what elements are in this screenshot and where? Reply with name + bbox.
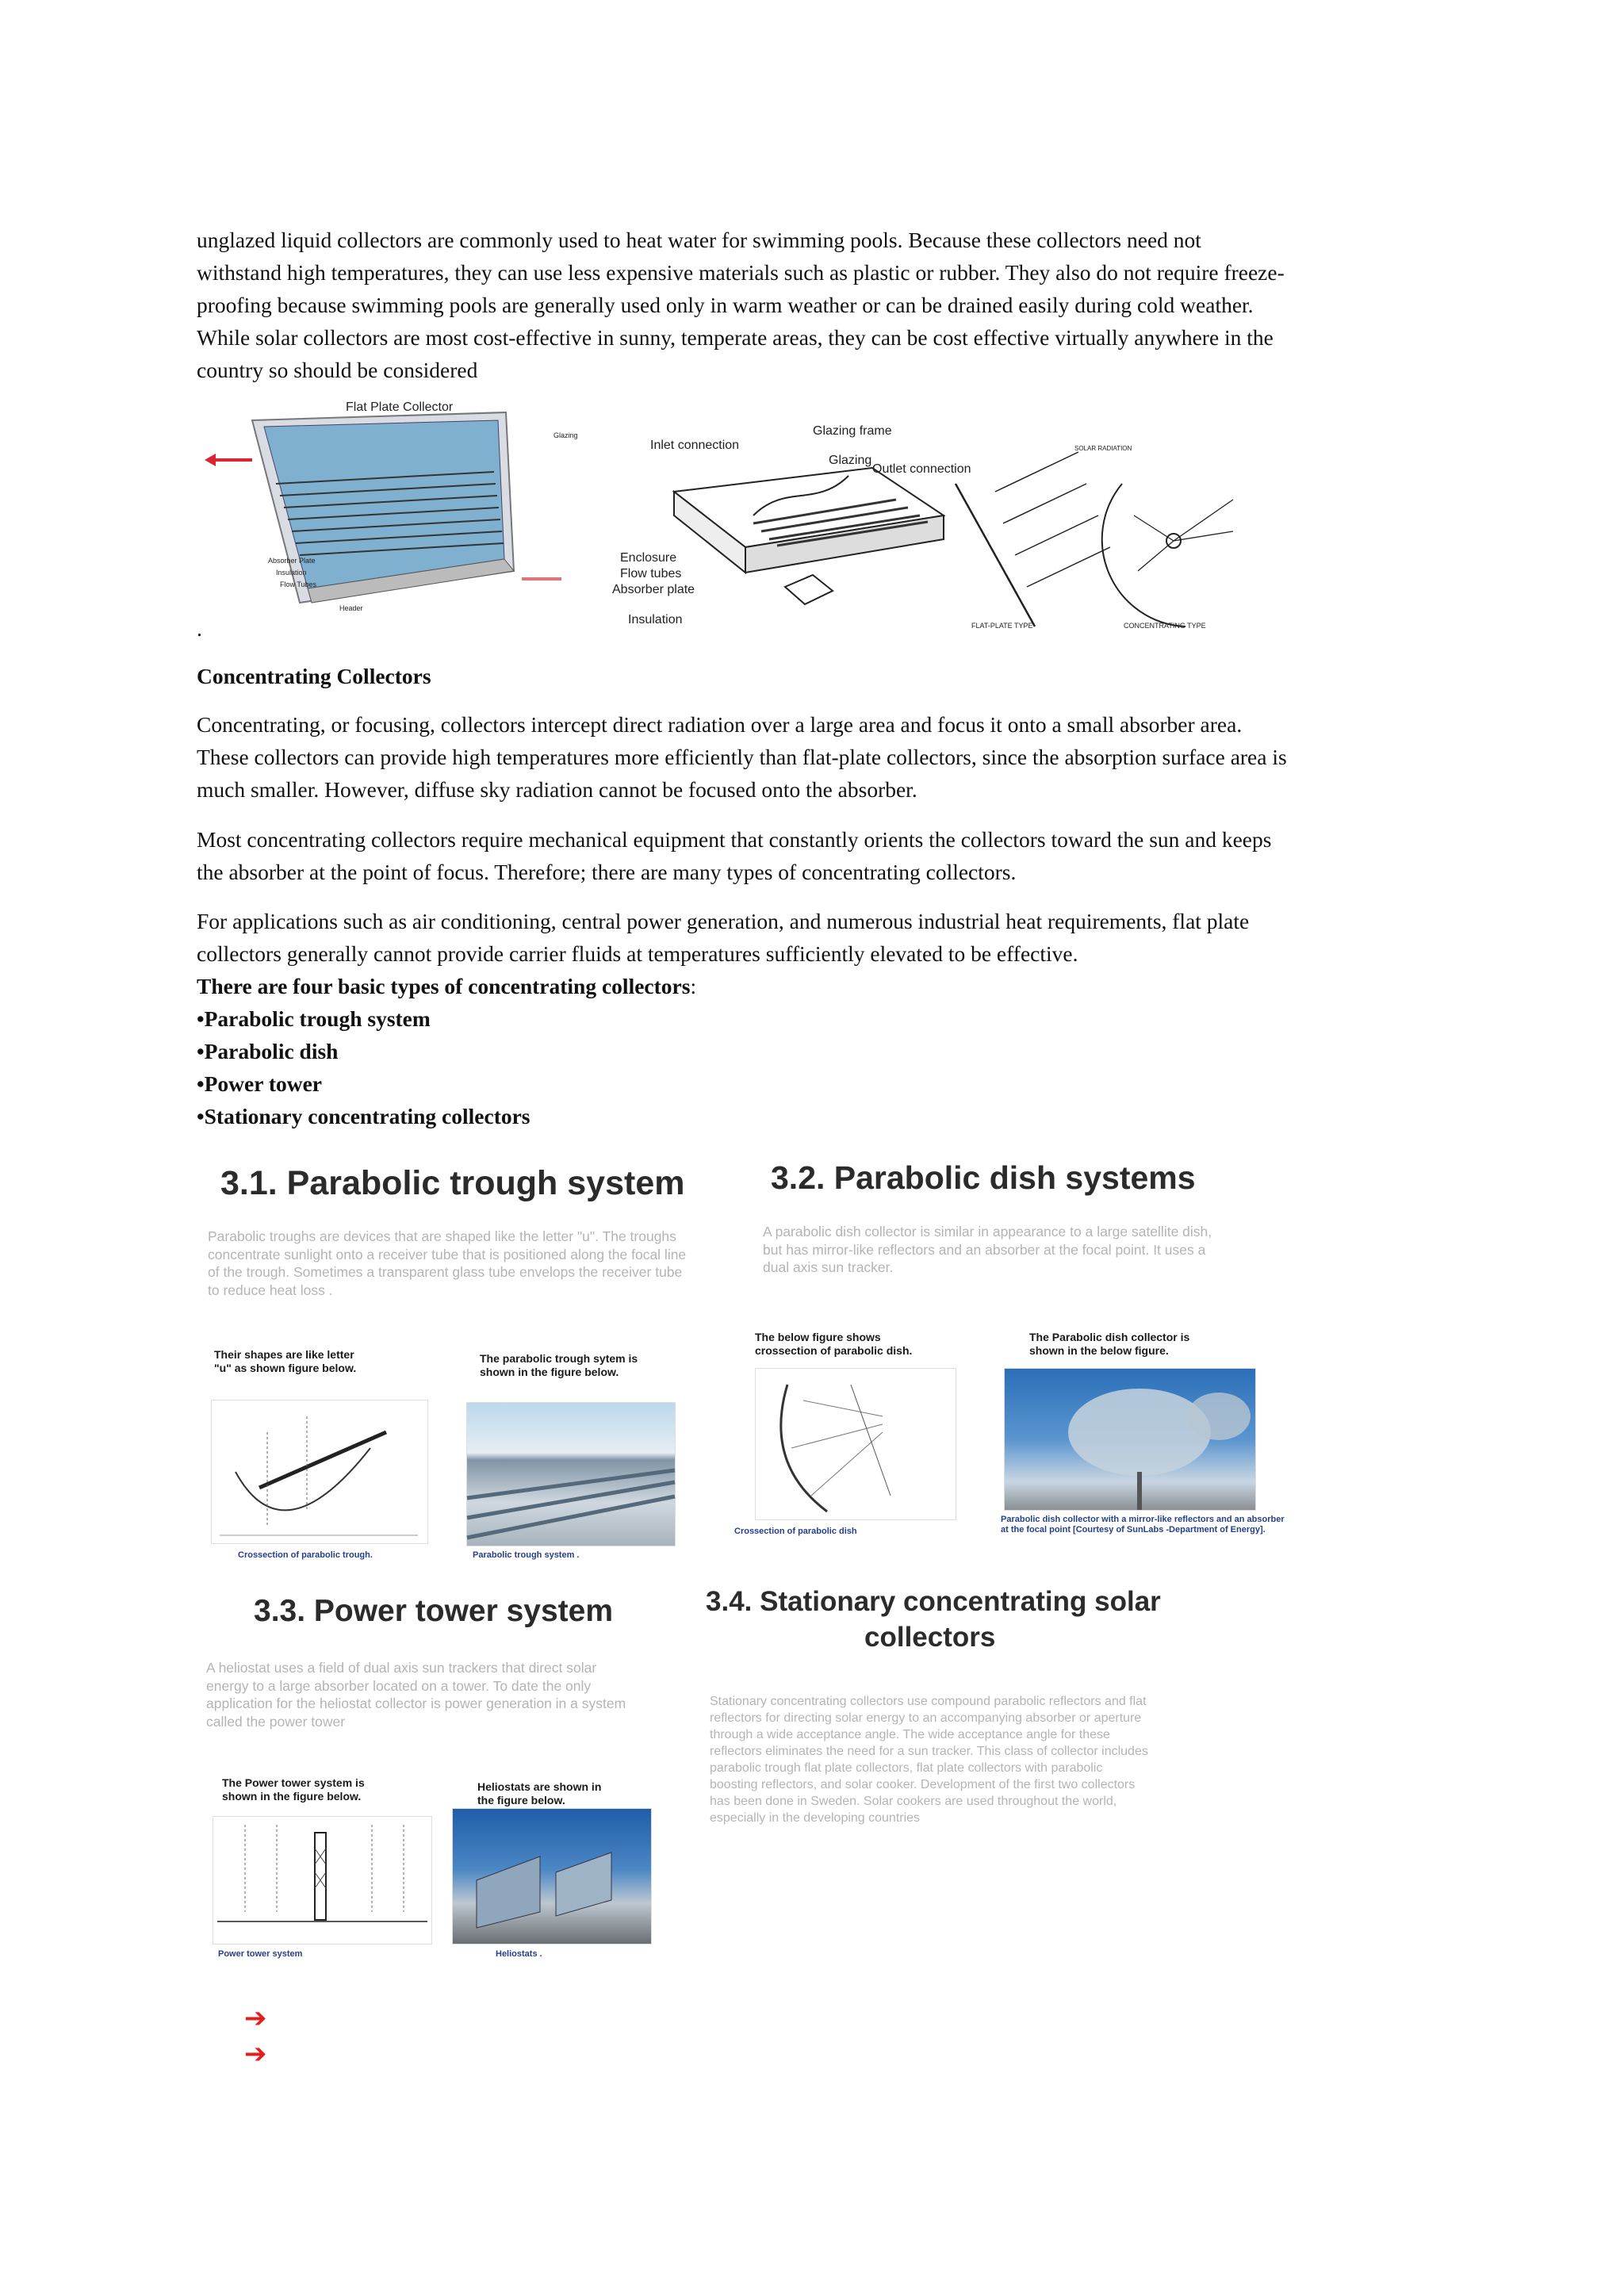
stationary-slide-title-1: 3.4. Stationary concentrating solar <box>706 1586 1161 1617</box>
flat-plate-label: Header <box>339 604 363 612</box>
paragraph-line: These collectors can provide high temperatures more efficiently than flat-plate collectors, since the absorption surface area is <box>197 745 1287 769</box>
paragraph-line: For applications such as air conditioning, central power generation, and numerous industrial heat requirements, flat plate <box>197 909 1250 933</box>
heliostats-photo <box>452 1808 652 1944</box>
diagram-label: Outlet connection <box>872 462 971 476</box>
intro-line: country so should be considered <box>197 358 478 382</box>
stray-dot: . <box>197 617 202 642</box>
tower-caption-left: The Power tower system is shown in the figure below. <box>222 1776 365 1803</box>
paragraph-line: the absorber at the point of focus. Therefore; there are many types of concentrating collectors. <box>197 860 1017 884</box>
diagram-label: Glazing frame <box>813 424 892 438</box>
paragraph-line: collectors generally cannot provide carrier fluids at temperatures sufficiently elevated to be effective. <box>197 941 1078 966</box>
arrow-icon: ➔ <box>244 2002 267 2034</box>
dish-caption-left: The below figure shows crossection of parabolic dish. <box>755 1331 913 1357</box>
types-label: CONCENTRATING TYPE <box>1124 622 1206 630</box>
type-list-item: •Parabolic trough system <box>197 1006 431 1031</box>
section-heading: Concentrating Collectors <box>197 664 431 688</box>
paragraph-line: Most concentrating collectors require mechanical equipment that constantly orients the collectors toward the sun and keeps <box>197 827 1272 852</box>
types-label: SOLAR RADIATION <box>1074 445 1132 452</box>
arrow-icon: ➔ <box>244 2038 267 2070</box>
intro-line: proofing because swimming pools are generally used only in warm weather or can be drained easily during cold weather. <box>197 293 1254 317</box>
flat-plate-label: Insulation <box>276 569 307 577</box>
diagram-label: Glazing <box>829 454 872 467</box>
type-list-item: •Power tower <box>197 1071 323 1096</box>
flat-plate-label: Flow Tubes <box>280 580 317 588</box>
diagram-label: Absorber plate <box>612 583 695 596</box>
collector-cutaway-diagram <box>611 420 971 634</box>
trough-slide-body: Parabolic troughs are devices that are shaped like the letter "u". The troughs concentrate sunlight onto a receiver tube that is positioned along the focal line of the trough. Sometimes a transparent glass tube envelops the receiver tube to reduce heat loss . <box>208 1228 687 1298</box>
type-list-item: •Stationary concentrating collectors <box>197 1104 530 1128</box>
dish-slide-title: 3.2. Parabolic dish systems <box>771 1159 1196 1196</box>
dish-caption-right: The Parabolic dish collector is shown in the below figure. <box>1029 1331 1190 1357</box>
dish-crossection-image <box>755 1368 956 1520</box>
tower-system-image <box>213 1816 432 1944</box>
tower-caption-right: Heliostats are shown in the figure below. <box>477 1780 602 1806</box>
types-label: FLAT-PLATE TYPE <box>971 622 1033 630</box>
stationary-slide-title-2: collectors <box>864 1622 996 1653</box>
flat-plate-label: Glazing <box>553 431 578 439</box>
types-intro <box>197 970 1434 1002</box>
types-intro-colon: : <box>690 974 697 998</box>
dish-img-right-caption: Parabolic dish collector with a mirror-like reflectors and an absorber at the focal point [Courtesy of SunLabs -Department of Energy]. <box>1001 1515 1285 1534</box>
tower-slide-title: 3.3. Power tower system <box>254 1594 614 1628</box>
trough-crossection-image <box>211 1400 428 1544</box>
intro-paragraph <box>197 224 1434 386</box>
trough-img-right-caption: Parabolic trough system . <box>473 1550 580 1560</box>
diagram-label: Flow tubes <box>620 567 682 580</box>
trough-img-left-caption: Crossection of parabolic trough. <box>238 1550 373 1560</box>
paragraph-3 <box>197 905 1434 1132</box>
flat-plate-title: Flat Plate Collector <box>346 400 454 414</box>
dish-slide-body: A parabolic dish collector is similar in appearance to a large satellite dish, but has mirror-like reflectors and an absorber at the focal point. It uses a dual axis sun tracker. <box>763 1224 1212 1275</box>
paragraph-line: much smaller. However, diffuse sky radiation cannot be focused onto the absorber. <box>197 777 917 802</box>
diagram-label: Inlet connection <box>650 439 740 452</box>
intro-line: unglazed liquid collectors are commonly used to heat water for swimming pools. Because these collectors need not <box>197 228 1201 252</box>
type-list-item: •Parabolic dish <box>197 1039 339 1063</box>
dish-img-left-caption: Crossection of parabolic dish <box>734 1527 857 1536</box>
trough-field-photo <box>466 1402 676 1546</box>
tower-img-right-caption: Heliostats . <box>496 1949 542 1959</box>
paragraph-line: Concentrating, or focusing, collectors intercept direct radiation over a large area and focus it onto a small absorber area. <box>197 712 1243 737</box>
stationary-slide-body: Stationary concentrating collectors use compound parabolic reflectors and flat reflectors for directing solar energy to an accompanying absorber or aperture through a wide acceptance angle. The wide acceptance angle for these reflectors eliminates the need for a sun tracker. This class of collector includes parabolic trough flat plate collectors, flat plate collectors with parabolic boosting reflectors, and solar cooker. Development of the first two collectors has been done in Sweden. Solar cookers are used throughout the world, especially in the developing countries <box>710 1695 1148 1825</box>
flat-plate-label: Absorber Plate <box>268 557 316 565</box>
dish-photo <box>1004 1368 1256 1511</box>
intro-line: While solar collectors are most cost-effective in sunny, temperate areas, they can be cost effective virtually anywhere in the <box>197 325 1274 350</box>
intro-line: withstand high temperatures, they can use less expensive materials such as plastic or rubber. They also do not require freeze- <box>197 260 1285 285</box>
diagram-label: Enclosure <box>620 551 677 565</box>
tower-slide-body: A heliostat uses a field of dual axis sun trackers that direct solar energy to a large absorber located on a tower. To date the only application for the heliostat collector is power generation in a system called the power tower <box>206 1660 626 1730</box>
collector-types-sketch <box>948 436 1249 634</box>
diagram-label: Insulation <box>628 613 683 626</box>
flat-plate-collector-figure <box>205 397 601 626</box>
trough-caption-left: Their shapes are like letter "u" as shown figure below. <box>214 1348 357 1374</box>
trough-slide-title: 3.1. Parabolic trough system <box>220 1164 685 1202</box>
trough-caption-right: The parabolic trough sytem is shown in the figure below. <box>480 1352 638 1378</box>
tower-img-left-caption: Power tower system <box>218 1949 303 1959</box>
paragraph-2 <box>197 823 1434 888</box>
types-intro-bold: There are four basic types of concentrating collectors <box>197 974 691 998</box>
paragraph-1 <box>197 708 1434 806</box>
